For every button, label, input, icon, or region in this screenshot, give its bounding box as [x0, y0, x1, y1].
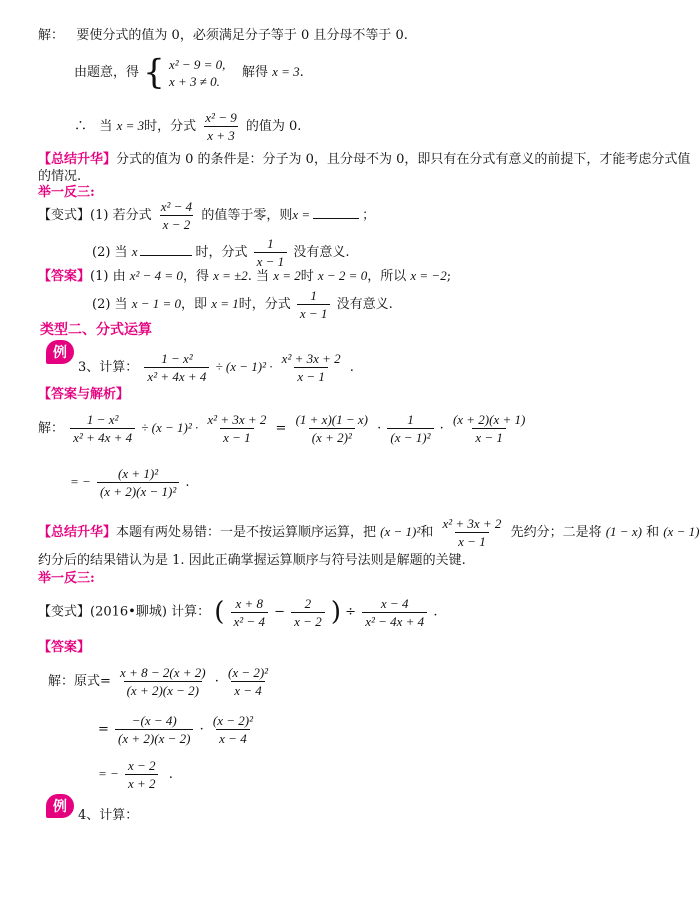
fraction-numerator: 1: [267, 236, 274, 251]
answer-blank[interactable]: [140, 255, 192, 256]
answer-text: ，即: [181, 297, 208, 312]
solve-result: x = 3: [272, 64, 300, 79]
equals: =: [275, 421, 287, 436]
period: .: [433, 604, 438, 620]
fraction: [225, 665, 271, 698]
fraction: [117, 665, 209, 698]
fraction-denominator: x − 1: [294, 367, 328, 384]
fraction-denominator: x − 4: [216, 729, 250, 746]
fraction-numerator: (1 + x)(1 − x): [295, 412, 368, 427]
q1-prefix: (1) 若分式: [90, 208, 152, 223]
minus: −: [274, 604, 286, 620]
answer-text: 时: [300, 269, 314, 284]
fraction-numerator: x − 4: [380, 595, 409, 611]
fraction: [210, 713, 256, 746]
summary-label: 【总结升华】: [38, 525, 117, 540]
example-badge: 例: [46, 340, 74, 364]
when-tail: 时，分式: [144, 119, 197, 134]
fraction: [279, 351, 344, 384]
when-value: x = 3: [116, 118, 145, 133]
solution-label: 解：原式=: [48, 674, 111, 689]
fraction: [387, 412, 433, 445]
period: .: [349, 360, 354, 375]
summary-text-cont: 的情况.: [38, 169, 82, 184]
summary-2-line2: 约分后的结果错认为是 1. 因此正确掌握运算顺序与符号法则是解题的关键.: [38, 553, 466, 568]
example-badge: 例: [46, 794, 74, 818]
fraction-numerator: x + 8: [235, 595, 264, 611]
fraction-numerator: x² + 3x + 2: [207, 412, 267, 427]
period: .: [168, 767, 173, 782]
answer-math: x = −2: [410, 268, 447, 283]
summary-label: 【总结升华】: [38, 152, 117, 167]
condition-label: 由题意，得: [74, 65, 140, 80]
dot: ·: [377, 421, 382, 436]
fraction: [144, 351, 209, 384]
dot: ·: [199, 722, 204, 737]
fraction-numerator: 1: [310, 288, 317, 303]
fraction: [125, 758, 159, 791]
answer-2-line1: [48, 662, 273, 702]
fraction-denominator: x − 1: [254, 252, 288, 269]
fraction: [231, 596, 268, 629]
fraction-numerator: 1 − x²: [161, 351, 193, 366]
divide: ÷: [345, 604, 357, 620]
variant-2-line: [38, 592, 437, 633]
fraction-denominator: x − 1: [472, 428, 506, 445]
answer-math: x = 1: [211, 296, 239, 311]
variant-source: (2016•聊城): [90, 604, 167, 620]
fraction-numerator: (x − 2)²: [212, 713, 253, 728]
answer-math: x = 2: [273, 268, 301, 283]
answer-text: ;: [446, 269, 452, 284]
variant-q2: [92, 236, 349, 269]
answer-text: . 当: [247, 269, 270, 284]
answer-blank[interactable]: [313, 218, 359, 219]
answer-1-line2: [92, 288, 393, 321]
answer-1-line1: [38, 268, 451, 285]
variant-label: 【变式】: [38, 604, 91, 620]
fraction: [362, 596, 427, 629]
summary-text: 本题有两处易错：一是不按运算顺序运算，把: [116, 525, 377, 540]
fraction-denominator: x − 1: [455, 532, 489, 549]
fraction-denominator: (x + 2)(x − 2): [115, 729, 193, 746]
example-4-lead: 4、计算：: [78, 808, 139, 823]
fraction: [97, 466, 179, 499]
fraction-numerator: x² + 3x + 2: [281, 351, 341, 366]
answer-text: ，所以: [367, 269, 407, 284]
answer-label: 【答案】: [38, 640, 91, 655]
system-eq-1: x² − 9 = 0,: [168, 56, 226, 72]
variant-q1: [38, 199, 375, 232]
fraction: [297, 288, 331, 321]
answer-text: ，得: [182, 269, 209, 284]
equals: =: [98, 722, 109, 737]
answer-math: x = ±2: [213, 268, 248, 283]
fraction-numerator: 1 − x²: [86, 412, 119, 427]
fraction-denominator: x² − 4: [231, 612, 268, 629]
fraction: [115, 713, 193, 746]
answer-text: (1) 由: [90, 269, 126, 284]
summary-1-line1: [38, 152, 690, 168]
fraction: [293, 412, 371, 445]
answer-2-line2: [98, 710, 258, 750]
solution-label: 解：: [38, 421, 65, 436]
summary-math: (1 − x): [605, 524, 642, 539]
calc-label: 计算：: [171, 604, 211, 620]
brace: {: [143, 52, 165, 93]
solution-text: 要使分式的值为 0，必须满足分子等于 0 且分母不等于 0.: [76, 28, 408, 43]
fraction-denominator: x² + 4x + 4: [144, 367, 209, 384]
operator: ÷ (x − 1)² ·: [215, 359, 273, 374]
fraction-denominator: (x + 2)²: [309, 428, 355, 445]
fraction-denominator: x + 2: [125, 774, 159, 791]
fraction: [70, 412, 135, 445]
fraction-numerator: (x + 1)²: [118, 466, 159, 481]
summary-text: 和: [420, 525, 434, 540]
fraction-denominator: x − 2: [160, 215, 194, 232]
fraction-numerator: 1: [407, 412, 414, 427]
equals: = −: [70, 474, 91, 489]
variant-label: 【变式】: [38, 208, 91, 223]
dot: ·: [214, 674, 219, 689]
answer-math: x − 2 = 0: [317, 268, 368, 283]
fraction-numerator: x + 8 − 2(x + 2): [120, 665, 206, 680]
fraction-denominator: x − 1: [220, 428, 254, 445]
answer-analysis-label: 【答案与解析】: [38, 387, 130, 402]
summary-math: (x − 1): [663, 524, 699, 539]
summary-2-line1: [38, 514, 699, 551]
answer-text: 没有意义.: [336, 297, 393, 312]
q2-var: x: [131, 244, 138, 259]
dot: ·: [439, 421, 444, 436]
fraction-numerator: −(x − 4): [131, 713, 177, 728]
fraction-numerator: (x + 2)(x + 1): [452, 412, 526, 427]
fraction: [291, 596, 325, 629]
fraction: [450, 412, 528, 445]
solution-label: 解：: [38, 28, 65, 43]
summary-text: 先约分；二是将: [510, 525, 602, 540]
q2-prefix: (2) 当: [92, 245, 128, 260]
answer-3-line2: [70, 462, 190, 503]
fraction-numerator: x² − 4: [160, 199, 193, 214]
q2-middle: 时，分式: [195, 245, 248, 260]
q1-var: x =: [292, 207, 311, 222]
equation-system: [169, 56, 225, 90]
fraction-numerator: x − 2: [127, 758, 156, 773]
practice-heading: 举一反三:: [38, 571, 95, 586]
fraction-numerator: x² − 9: [205, 110, 237, 125]
summary-math: (x − 1)²: [380, 524, 421, 539]
conclusion-tail: 的值为 0.: [245, 119, 302, 134]
when-label: 当: [99, 119, 113, 134]
system-eq-2: x + 3 ≠ 0.: [168, 73, 220, 89]
summary-text: 分式的值为 0 的条件是：分子为 0，且分母不为 0，即只有在分式有意义的前提下，才能考虑分式值: [116, 152, 691, 167]
answer-2-line3: [98, 756, 173, 793]
operator: ÷ (x − 1)² ·: [141, 420, 199, 435]
summary-1-line2: [38, 169, 81, 185]
answer-3-line1: [38, 408, 530, 449]
example-3-line: [78, 350, 354, 385]
fraction: [439, 516, 504, 549]
summary-text: 和: [646, 525, 660, 540]
q2-end: 没有意义.: [293, 245, 350, 260]
fraction: [158, 199, 195, 232]
conclusion-line: [74, 110, 301, 143]
fraction: [202, 110, 239, 143]
fraction-denominator: x + 3: [204, 126, 238, 143]
fraction-denominator: x² + 4x + 4: [70, 428, 135, 445]
q1-end: ；: [362, 208, 376, 223]
solution-line: [38, 28, 408, 44]
fraction-denominator: x − 4: [231, 681, 265, 698]
period: .: [185, 475, 190, 490]
fraction-denominator: x − 2: [291, 612, 325, 629]
therefore-symbol: ∴: [74, 119, 88, 134]
fraction-numerator: x² + 3x + 2: [442, 516, 502, 531]
condition-system: 由题意，得 { x² − 9 = 0, x + 3 ≠ 0. 解得 x = 3.: [74, 52, 304, 93]
fraction-denominator: (x + 2)(x − 1)²: [97, 482, 179, 499]
answer-text: (2) 当: [92, 297, 128, 312]
fraction-numerator: (x − 2)²: [227, 665, 269, 680]
fraction: [254, 236, 288, 269]
solve-label: 解得: [241, 65, 268, 80]
practice-heading: 举一反三:: [38, 185, 95, 200]
section-title: 类型二、分式运算: [40, 322, 152, 338]
fraction-denominator: (x + 2)(x − 2): [124, 681, 202, 698]
fraction-numerator: 2: [304, 595, 312, 611]
paren-close: ): [330, 597, 341, 627]
fraction: [204, 412, 269, 445]
answer-math: x² − 4 = 0: [129, 268, 183, 283]
example-lead: 3、计算：: [78, 360, 139, 375]
fraction-denominator: x − 1: [297, 304, 331, 321]
fraction-denominator: x² − 4x + 4: [362, 612, 427, 629]
answer-math: x − 1 = 0: [131, 296, 182, 311]
answer-label: 【答案】: [38, 269, 91, 284]
fraction-denominator: (x − 1)²: [387, 428, 433, 445]
answer-text: 时，分式: [238, 297, 291, 312]
q1-middle: 的值等于零，则: [201, 208, 293, 223]
paren-open: (: [214, 597, 225, 627]
equals: = −: [98, 766, 119, 781]
